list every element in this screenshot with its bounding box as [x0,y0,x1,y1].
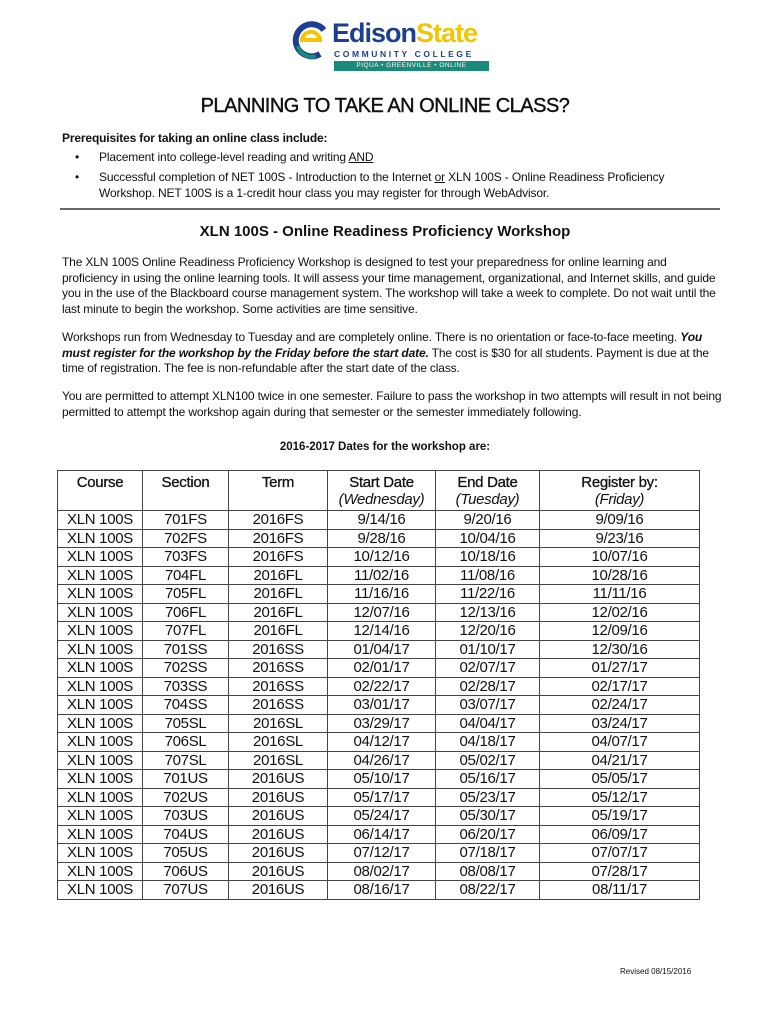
table-cell: 04/26/17 [328,751,436,770]
table-cell: 04/18/17 [436,733,540,752]
table-cell: 706SL [143,733,229,752]
logo-wordmark [332,18,477,49]
prereq-item-2-text-b: XLN 100S - Online Readiness Proficiency [444,170,665,184]
table-cell: 01/04/17 [328,640,436,659]
table-cell: 9/28/16 [328,529,436,548]
workshop-paragraph-2 [62,330,722,377]
table-cell: 02/07/17 [436,659,540,678]
table-cell: XLN 100S [58,659,143,678]
table-cell: XLN 100S [58,807,143,826]
table-cell: 02/22/17 [328,677,436,696]
table-cell: 05/30/17 [436,807,540,826]
table-cell: 706FL [143,603,229,622]
table-cell: 08/11/17 [540,881,700,900]
table-row [58,788,700,807]
table-cell: XLN 100S [58,511,143,530]
table-cell: XLN 100S [58,714,143,733]
table-cell: XLN 100S [58,696,143,715]
table-row [58,696,700,715]
table-cell: 06/20/17 [436,825,540,844]
table-cell: 06/14/17 [328,825,436,844]
table-cell: 2016US [229,844,328,863]
table-cell: 10/18/16 [436,548,540,567]
table-cell: 705SL [143,714,229,733]
column-header-sub: (Wednesday) [338,491,425,508]
table-cell: 11/16/16 [328,585,436,604]
column-header-label: End Date [457,474,518,491]
table-cell: 2016FL [229,603,328,622]
table-cell: 9/23/16 [540,529,700,548]
logo-subtitle: COMMUNITY COLLEGE [334,49,474,59]
table-cell: 702US [143,788,229,807]
table-row [58,881,700,900]
logo-name-state: State [416,18,478,48]
table-cell: 11/08/16 [436,566,540,585]
table-cell: 10/04/16 [436,529,540,548]
table-header-row [58,471,700,511]
table-row [58,862,700,881]
prereq-item-1: • Placement into college-level reading and writing AND [75,150,374,164]
table-cell: 05/05/17 [540,770,700,789]
column-header-label: Term [261,474,295,491]
workshop-dates-table [57,470,700,900]
table-cell: 02/17/17 [540,677,700,696]
table-cell: 03/29/17 [328,714,436,733]
column-header-label: Register by: [581,474,658,491]
table-row [58,566,700,585]
table-cell: 05/12/17 [540,788,700,807]
table-cell: 12/30/16 [540,640,700,659]
table-row [58,733,700,752]
column-header [328,471,436,511]
table-cell: 704SS [143,696,229,715]
table-cell: XLN 100S [58,640,143,659]
column-header [58,471,143,511]
table-cell: 703FS [143,548,229,567]
table-cell: 02/24/17 [540,696,700,715]
table-cell: 2016SL [229,714,328,733]
table-cell: 9/20/16 [436,511,540,530]
table-row [58,585,700,604]
table-cell: 705FL [143,585,229,604]
table-cell: 707US [143,881,229,900]
prereq-item-2: • Successful completion of NET 100S - Introduction to the Internet or XLN 100S - Online Readiness Proficiency Workshop. NET 100S is a 1-credit hour class you may register for through WebAdvisor. [75,170,665,200]
table-cell: XLN 100S [58,585,143,604]
revised-date: Revised 08/15/2016 [620,967,692,976]
table-cell: 701FS [143,511,229,530]
table-cell: 2016SS [229,696,328,715]
table-cell: 07/28/17 [540,862,700,881]
table-cell: XLN 100S [58,566,143,585]
table-cell: XLN 100S [58,622,143,641]
table-cell: 2016US [229,770,328,789]
table-cell: 03/01/17 [328,696,436,715]
table-cell: 12/20/16 [436,622,540,641]
p2-emphasis: You must register for the workshop by the Friday before the start date. [62,330,703,360]
table-cell: 703US [143,807,229,826]
table-cell: XLN 100S [58,733,143,752]
table-cell: 2016SS [229,640,328,659]
table-cell: 07/07/17 [540,844,700,863]
table-cell: XLN 100S [58,603,143,622]
logo-swoosh-icon [290,20,330,60]
table-row [58,659,700,678]
table-cell: 2016FL [229,622,328,641]
column-header [540,471,700,511]
table-cell: 05/10/17 [328,770,436,789]
table-cell: 2016US [229,788,328,807]
table-cell: 08/22/17 [436,881,540,900]
table-cell: 705US [143,844,229,863]
column-header [436,471,540,511]
table-cell: 12/07/16 [328,603,436,622]
table-cell: 11/02/16 [328,566,436,585]
table-cell: 05/02/17 [436,751,540,770]
p2-text-c: The cost is $30 for all students. Payment is due at the time of registration. The fee is non-refundable after the start date of the class. [62,345,709,376]
table-row [58,807,700,826]
column-header-label: Section [161,474,210,491]
table-row [58,548,700,567]
table-cell: 05/24/17 [328,807,436,826]
table-cell: 12/14/16 [328,622,436,641]
table-row [58,622,700,641]
logo-name-edison: Edison [332,18,417,48]
table-cell: XLN 100S [58,548,143,567]
table-cell: 05/23/17 [436,788,540,807]
workshop-heading: XLN 100S - Online Readiness Proficiency Workshop [199,223,571,240]
table-cell: 2016US [229,881,328,900]
table-cell: 703SS [143,677,229,696]
table-cell: 10/28/16 [540,566,700,585]
prereq-item-2-text-a: Successful completion of NET 100S - Introduction to the Internet [99,170,435,184]
table-cell: XLN 100S [58,825,143,844]
table-cell: XLN 100S [58,751,143,770]
prereq-item-2-or: or [434,170,445,184]
table-cell: 11/22/16 [436,585,540,604]
table-cell: 2016SL [229,751,328,770]
prereq-item-1-emph: AND [348,150,374,164]
table-cell: 9/14/16 [328,511,436,530]
table-row [58,751,700,770]
table-cell: XLN 100S [58,881,143,900]
table-cell: 2016SS [229,659,328,678]
prereq-item-1-text: Placement into college-level reading and writing [99,150,349,164]
table-caption: 2016-2017 Dates for the workshop are: [279,441,491,453]
column-header-sub: (Tuesday) [455,491,520,508]
table-cell: 08/08/17 [436,862,540,881]
table-cell: 10/07/16 [540,548,700,567]
table-cell: 2016US [229,825,328,844]
table-cell: 2016FL [229,566,328,585]
table-cell: 02/01/17 [328,659,436,678]
table-cell: 07/12/17 [328,844,436,863]
table-row [58,714,700,733]
p2-text-a: Workshops run from Wednesday to Tuesday and are completely online. There is no orientation or face-to-face meeting. [62,330,681,344]
table-row [58,825,700,844]
table-cell: 08/16/17 [328,881,436,900]
table-cell: 10/12/16 [328,548,436,567]
table-cell: XLN 100S [58,844,143,863]
college-logo [290,18,490,74]
table-cell: 12/09/16 [540,622,700,641]
prereq-item-2-text-c: Workshop. NET 100S is a 1-credit hour class you may register for through WebAdvisor. [99,185,550,200]
table-cell: 2016FS [229,511,328,530]
workshop-paragraph-1: The XLN 100S Online Readiness Proficiency Workshop is designed to test your preparedness for online learning and proficiency in using the online learning tools. It will assess your time management, organizational, and Internet skills, and guide you in the use of the Blackboard course management system. The workshop will take a week to complete. Do not wait until the last minute to begin the workshop. Some activities are time sensitive. [62,255,716,316]
table-cell: 2016SS [229,677,328,696]
column-header [143,471,229,511]
table-cell: 2016FS [229,548,328,567]
table-cell: 2016US [229,807,328,826]
table-cell: XLN 100S [58,770,143,789]
table-cell: 704FL [143,566,229,585]
table-cell: 07/18/17 [436,844,540,863]
table-cell: XLN 100S [58,529,143,548]
table-cell: 9/09/16 [540,511,700,530]
table-cell: 04/12/17 [328,733,436,752]
table-cell: 03/24/17 [540,714,700,733]
table-cell: 06/09/17 [540,825,700,844]
table-cell: 702FS [143,529,229,548]
column-header-sub: (Friday) [594,491,645,508]
table-cell: 04/04/17 [436,714,540,733]
table-cell: 707FL [143,622,229,641]
column-header-label: Course [76,474,124,491]
table-cell: 2016US [229,862,328,881]
table-cell: XLN 100S [58,788,143,807]
table-cell: 01/10/17 [436,640,540,659]
table-cell: 05/17/17 [328,788,436,807]
table-row [58,529,700,548]
table-cell: 701US [143,770,229,789]
table-row [58,677,700,696]
table-cell: 05/19/17 [540,807,700,826]
workshop-paragraph-3: You are permitted to attempt XLN100 twice in one semester. Failure to pass the workshop in two attempts will result in not being permitted to attempt the workshop again during that semester or the semester immediately following. [62,389,722,419]
table-row [58,603,700,622]
table-cell: 12/02/16 [540,603,700,622]
table-cell: 2016FS [229,529,328,548]
table-row [58,511,700,530]
table-cell: XLN 100S [58,862,143,881]
table-cell: XLN 100S [58,677,143,696]
column-header [229,471,328,511]
table-cell: 12/13/16 [436,603,540,622]
logo-campuses: PIQUA • GREENVILLE • ONLINE [334,61,489,71]
column-header-label: Start Date [349,474,414,491]
table-cell: 2016FL [229,585,328,604]
page-title: PLANNING TO TAKE AN ONLINE CLASS? [200,95,570,117]
table-cell: 702SS [143,659,229,678]
table-cell: 704US [143,825,229,844]
table-cell: 701SS [143,640,229,659]
divider [60,208,720,210]
table-cell: 01/27/17 [540,659,700,678]
table-cell: 08/02/17 [328,862,436,881]
table-cell: 04/21/17 [540,751,700,770]
table-cell: 11/11/16 [540,585,700,604]
table-row [58,770,700,789]
table-cell: 04/07/17 [540,733,700,752]
table-cell: 02/28/17 [436,677,540,696]
table-cell: 706US [143,862,229,881]
prereq-heading: Prerequisites for taking an online class include: [62,131,328,145]
table-cell: 05/16/17 [436,770,540,789]
table-cell: 707SL [143,751,229,770]
table-cell: 2016SL [229,733,328,752]
table-row [58,844,700,863]
table-cell: 03/07/17 [436,696,540,715]
table-row [58,640,700,659]
